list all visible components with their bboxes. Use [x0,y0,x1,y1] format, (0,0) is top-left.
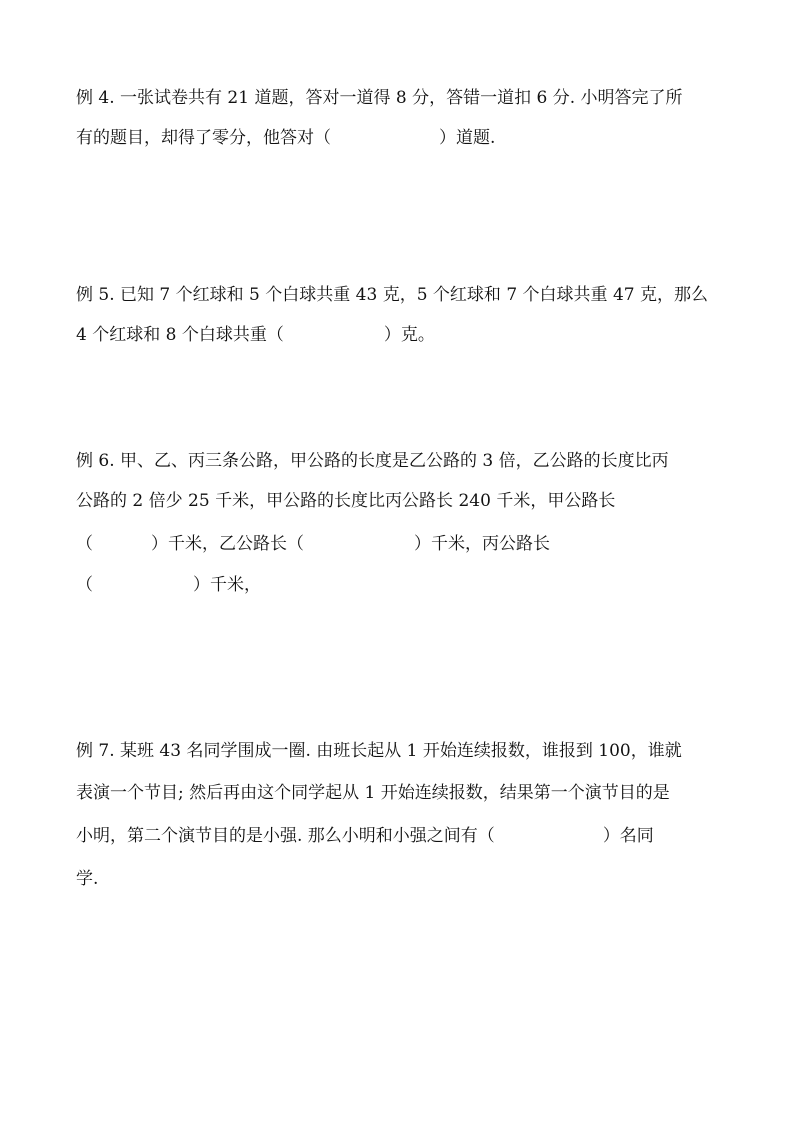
problem-4-text-after-blank: ）道题. [439,128,496,148]
answer-blank[interactable] [93,544,151,545]
problem-6-line-1: 例 6. 甲、乙、丙三条公路，甲公路的长度是乙公路的 3 倍，乙公路的长度比丙 [76,451,669,471]
answer-blank[interactable] [304,544,414,545]
problem-4-line-1: 例 4. 一张试卷共有 21 道题，答对一道得 8 分，答错一道扣 6 分. 小明答完了所 [76,88,683,108]
problem-6-line-3 [76,533,550,555]
problem-6-line-2: 公路的 2 倍少 25 千米，甲公路的长度比丙公路长 240 千米，甲公路长 [76,491,616,511]
problem-4-line-2 [76,127,495,149]
problem-6-paren-open: （ [76,534,93,554]
answer-blank[interactable] [93,585,193,586]
problem-7-text-after-blank: ）名同 [602,826,654,846]
answer-blank[interactable] [331,138,439,139]
problem-6-text-mid: ）千米，乙公路长（ [151,534,304,554]
answer-blank[interactable] [495,836,603,837]
problem-6-text-after-blank: ）千米， [193,575,261,595]
problem-7-line-4: 学. [76,869,99,889]
problem-7-line-3 [76,825,654,847]
problem-5-text-before-blank: 4 个红球和 8 个白球共重（ [76,325,284,345]
problem-6-line-4 [76,574,261,596]
problem-5-line-1: 例 5. 已知 7 个红球和 5 个白球共重 43 克，5 个红球和 7 个白球共重 47 克，那么 [76,285,708,305]
problem-6-text-end: ）千米，丙公路长 [414,534,550,554]
answer-blank[interactable] [284,335,384,336]
problem-5-text-after-blank: ）克。 [383,325,435,345]
problem-4-text-before-blank: 有的题目，却得了零分，他答对（ [76,128,331,148]
problem-7-text-before-blank: 小明，第二个演节目的是小强. 那么小明和小强之间有（ [76,826,495,846]
problem-6-paren-open: （ [76,575,93,595]
problem-5-line-2 [76,324,435,346]
problem-7-line-2: 表演一个节目; 然后再由这个同学起从 1 开始连续报数，结果第一个演节目的是 [76,783,670,803]
problem-7-line-1: 例 7. 某班 43 名同学围成一圈. 由班长起从 1 开始连续报数，谁报到 100，谁就 [76,741,682,761]
